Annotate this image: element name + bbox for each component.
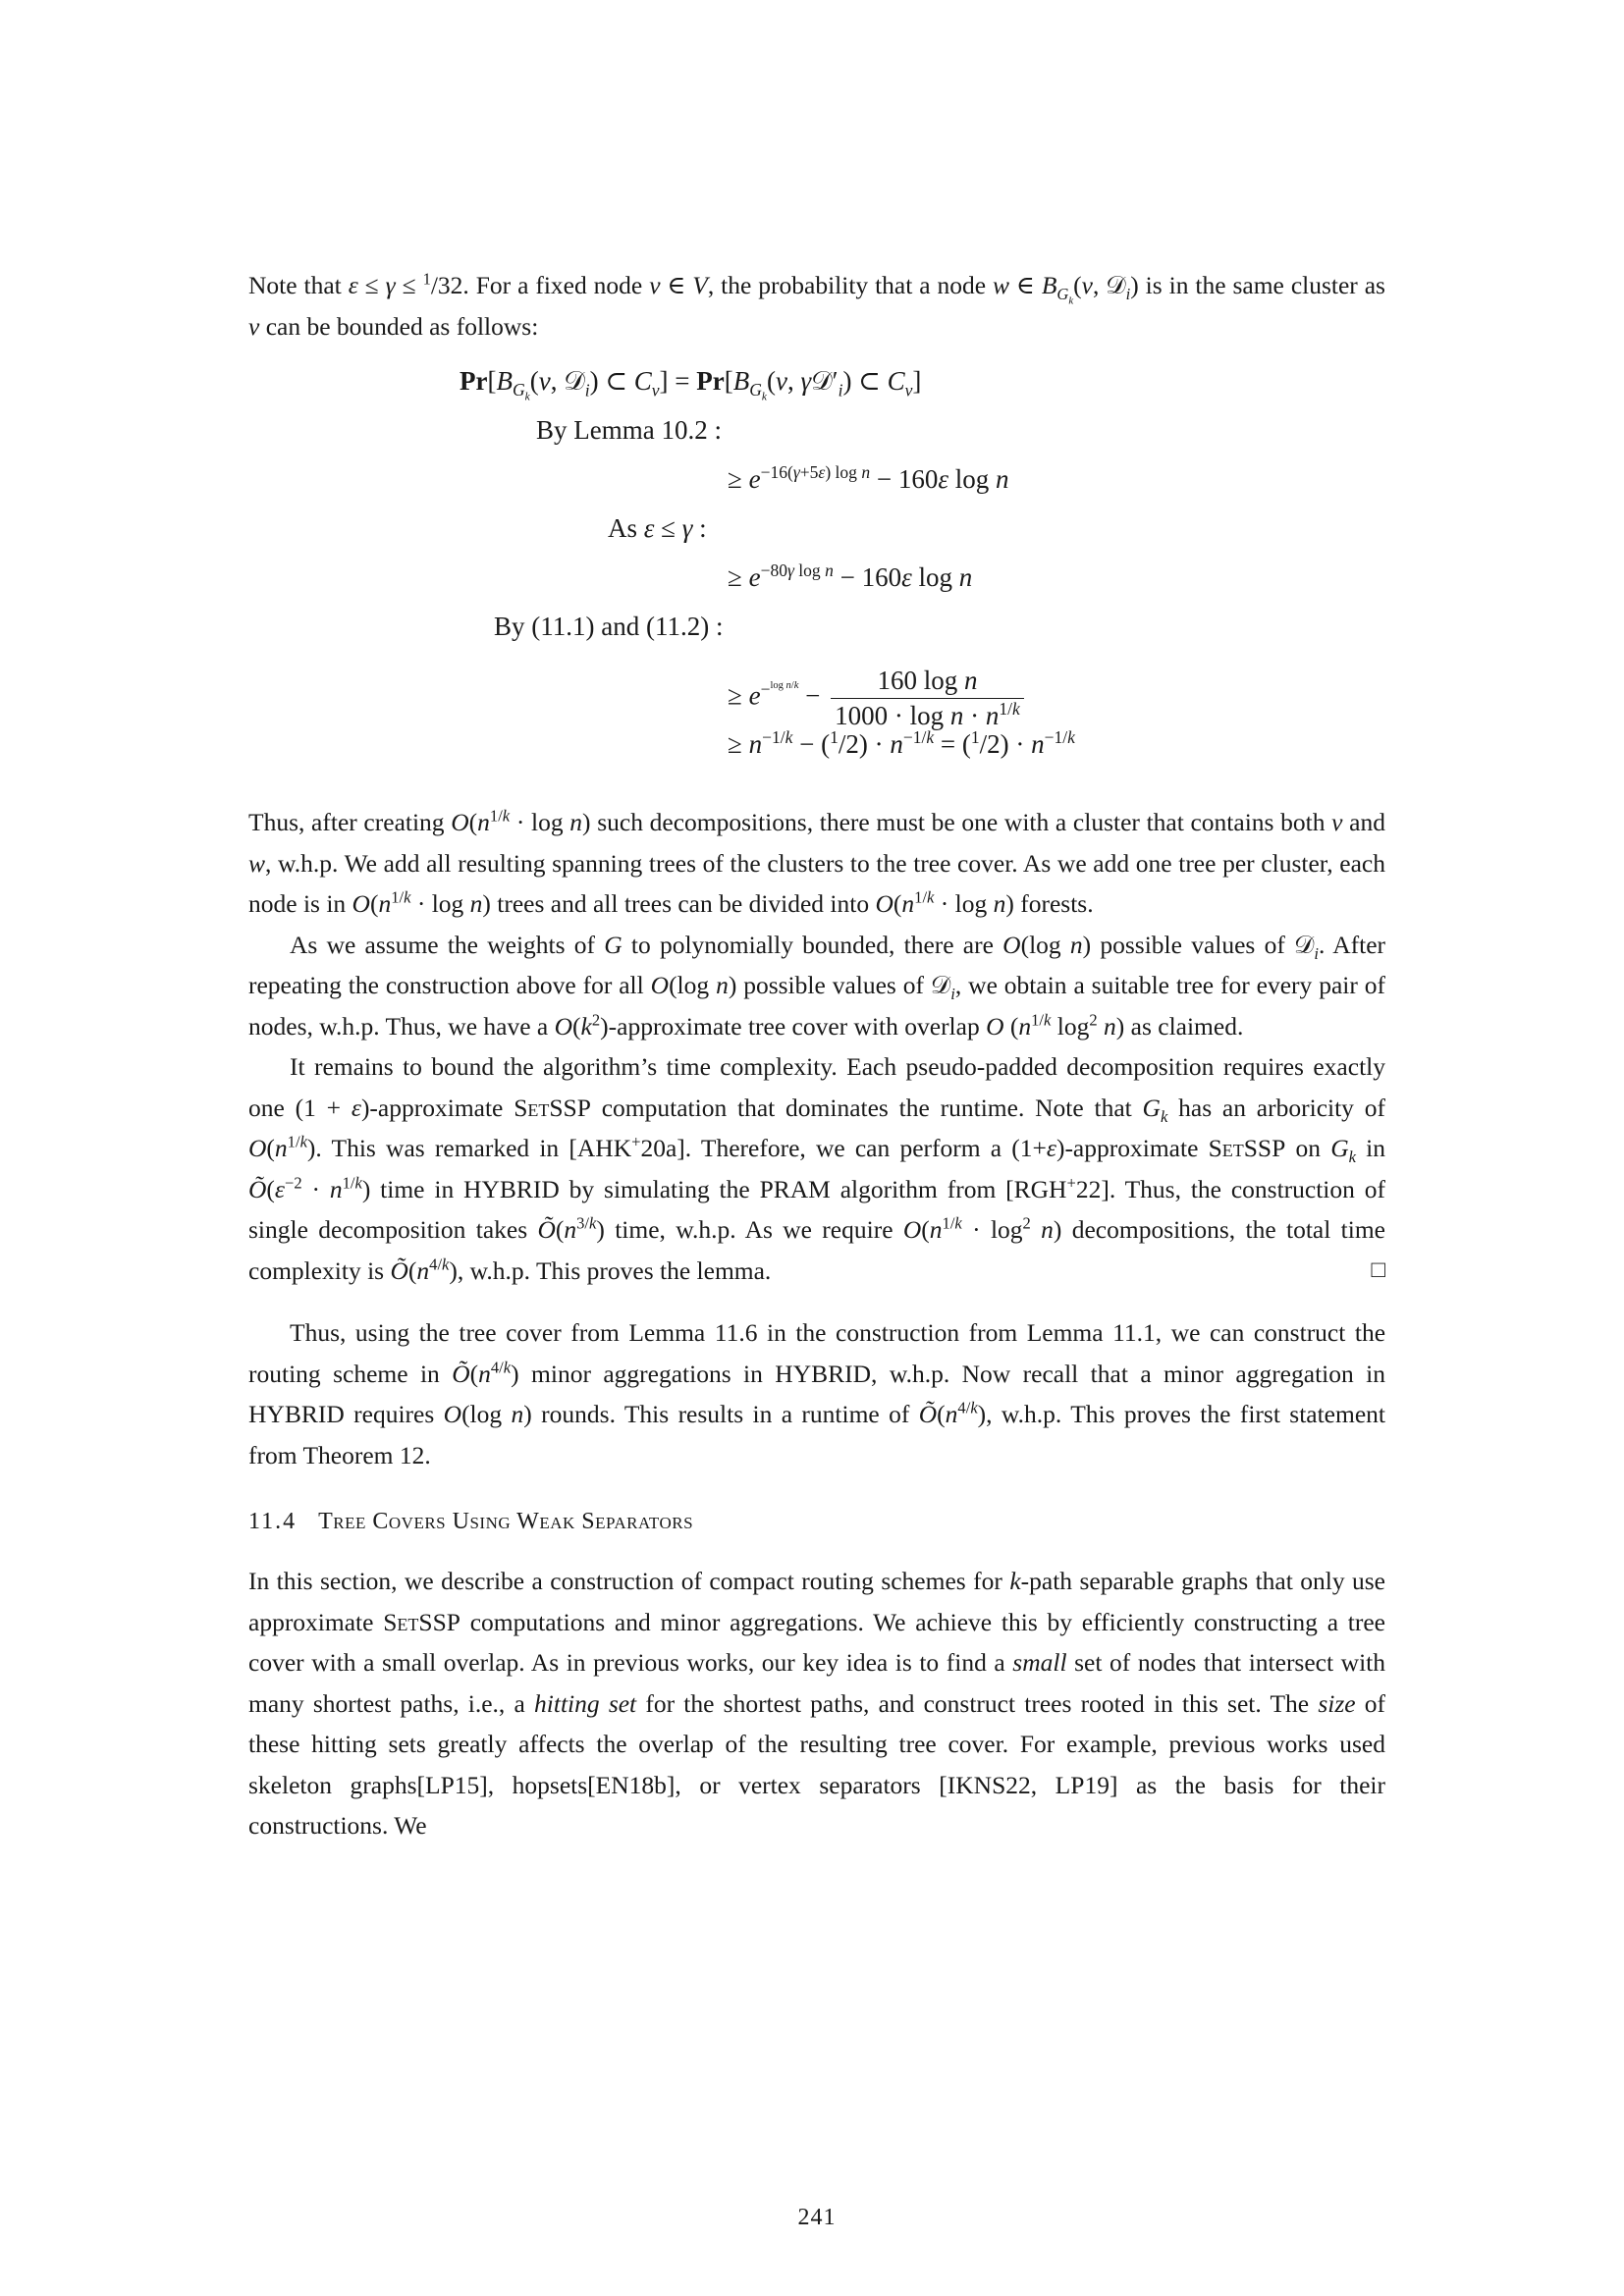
paragraph-section-intro: In this section, we describe a construction of compact routing schemes for k-path separable graphs that only use approximate SetSSP computations and minor aggregations. We achieve this by efficiently constructing a tree cover with a small overlap. As in previous works, our key idea is to find a small set of nodes that intersect with many shortest paths, i.e., a hitting set for the shortest paths, and construct trees rooted in this set. The size of these hitting sets greatly affects the overlap of the resulting tree cover. For example, previous works used skeleton graphs[LP15], hopsets[EN18b], or vertex separators [IKNS22, LP19] as the basis for their constructions. We	[248, 1567, 1386, 1840]
probability-derivation	[248, 366, 1385, 778]
section-title: Tree Covers Using Weak Separators	[318, 1509, 694, 1534]
paragraph-weights: As we assume the weights of G to polynomially bounded, there are O(log n) possible values of 𝒟$_i$. After repeating the construction above for all O(log n) possible values of 𝒟$_i$, we obtain a suitable tree for every pair of nodes, w.h.p. Thus, we have a $O(k^2)$-approximate tree cover with overlap O ($n^{1/k}$ $\log^2 n$) as claimed.	[248, 930, 1385, 1041]
derivation-label-lemma: By Lemma 10.2 :	[536, 415, 722, 445]
derivation-step-3: ≥ $e^{-^{log n/k}}$ − $\frac{\text{160 log n}}{1000 \cdot \log n \cdot n^{1/k}}$	[728, 666, 1028, 731]
paragraph-routing: Thus, using the tree cover from Lemma 11.6 in the construction from Lemma 11.1, we can construct the routing scheme in $Õ(n^{4/k})$ minor aggregations in HYBRID, w.h.p. Now recall that a minor aggregation in HYBRID requires O(log n) rounds. This results in a runtime of $Õ(n^{4/k})$, w.h.p. This proves the first statement from Theorem 12.	[248, 1318, 1386, 1469]
derivation-label-eps: As ε ≤ γ :	[608, 513, 707, 543]
page-number: 241	[797, 2205, 837, 2230]
derivation-step-4: ≥ $n^{-1/k} - (^1/2) \cdot n^{-1/k} = (^1/2) \cdot n^{-1/k}$	[728, 727, 1075, 759]
section-number: 11.4	[248, 1509, 298, 1534]
derivation-step-2: ≥ $e^{-80\gamma log n} - 160\varepsilon$ log n	[728, 561, 973, 592]
derivation-label-eqs: By (11.1) and (11.2) :	[494, 612, 724, 641]
paragraph-intro: Note that ε ≤ γ ≤ $^1$/32. For a fixed node v ∈ V, the probability that a node w ∈ $B_{G_k}(v$, 𝒟$_i$) is in the same cluster as v can be bounded as follows:	[248, 269, 1385, 341]
paragraph-runtime: It remains to bound the algorithm’s time complexity. Each pseudo-padded decomposition requires exactly one (1 + ε)-approximate SetSSP computation that dominates the runtime. Note that $G_k$ has an arboricity of $O(n^{1/k})$. This was remarked in [AHK+20a]. Therefore, we can perform a (1+ε)-approximate SetSSP on $G_k$ in $Õ(\varepsilon^{-2} \cdot n^{1/k})$ time in HYBRID by simulating the PRAM algorithm from [RGH+22]. Thus, the construction of single decomposition takes $Õ(n^{3/k})$ time, w.h.p. As we require $O(n^{1/k} \cdot \log^2 n)$ decompositions, the total time complexity is $Õ(n^{4/k})$, w.h.p. This proves the lemma. □	[248, 1046, 1385, 1291]
derivation-lhs: $Pr[B_{G_k}(v$, 𝒟$_i$) ⊂ $C_v] = Pr[B_{G_k}(v$, $\gamma 𝒟'_i$) ⊂ $C_v$]	[460, 366, 922, 403]
qed-symbol: □	[1371, 1256, 1385, 1283]
paragraph-decompositions: Thus, after creating $O(n^{1/k} \cdot \log n)$ such decompositions, there must be one with a cluster that contains both v and w, w.h.p. We add all resulting spanning trees of the clusters to the tree cover. As we add one tree per cluster, each node is in $O(n^{1/k} \cdot \log n)$ trees and all trees can be divided into $O(n^{1/k} \cdot \log n)$ forests.	[248, 806, 1385, 918]
derivation-step-1: ≥ $e^{-16(\gamma+5\varepsilon) log n} - 160\varepsilon$ log n	[728, 462, 1009, 494]
section-heading	[248, 1509, 1385, 1535]
page-body	[248, 265, 1386, 2230]
